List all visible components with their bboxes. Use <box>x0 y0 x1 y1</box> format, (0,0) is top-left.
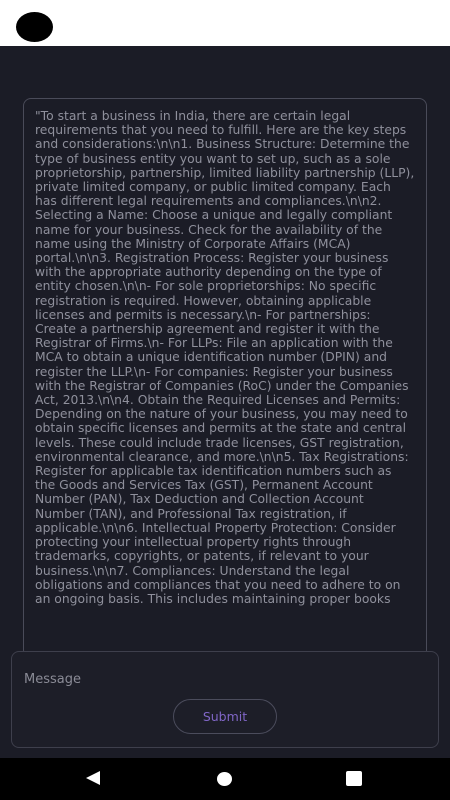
system-nav-bar <box>0 758 450 800</box>
submit-button[interactable]: Submit <box>173 699 277 734</box>
message-composer <box>11 651 439 748</box>
response-box[interactable] <box>23 98 427 658</box>
recents-square-icon[interactable] <box>346 771 362 786</box>
status-bar <box>0 0 450 46</box>
home-circle-icon[interactable] <box>217 772 232 786</box>
back-triangle-icon[interactable] <box>86 771 100 785</box>
message-input[interactable] <box>22 666 431 692</box>
camera-cutout-icon <box>16 12 53 42</box>
chat-screen <box>0 46 450 758</box>
response-text: "To start a business in India, there are certain legal requirements that you need to fulfill. Here are the key steps and considerations:\n\n1. Business Structure: Determine the type of business entity you want to set up, such as a sole proprietorship, partnership, limited liability partnership (LLP), private limited company, or public limited company. Each has different legal requirements and compliances.\n\n2. Selecting a Name: Choose a unique and legally compliant name for your business. Check for the availability of the name using the Ministry of Corporate Affairs (MCA) portal.\n\n3. Registration Process: Register your business with the appropriate authority depending on the type of entity chosen.\n\n- For sole proprietorships: No specific registration is required. However, obtaining applicable licenses and permits is necessary.\n- For partnerships: Create a partnership agreement and register it with the Registrar of Firms.\n- For LLPs: File an application with the MCA to obtain a unique identification number (DPIN) and register the LLP.\n- For companies: Register your business with the Registrar of Companies (RoC) under the Companies Act, 2013.\n\n4. Obtain the Required Licenses and Permits: Depending on the nature of your business, you may need to obtain specific licenses and permits at the state and central levels. These could include trade licenses, GST registration, environmental clearance, and more.\n\n5. Tax Registrations: Register for applicable tax identification numbers such as the Goods and Services Tax (GST), Permanent Account Number (PAN), Tax Deduction and Collection Account Number (TAN), and Professional Tax registration, if applicable.\n\n6. Intellectual Property Protection: Consider protecting your intellectual property rights through trademarks, copyrights, or patents, if relevant to your business.\n\n7. Compliances: Understand the legal obligations and compliances that you need to adhere to on an ongoing basis. This includes maintaining proper books <box>35 109 419 606</box>
